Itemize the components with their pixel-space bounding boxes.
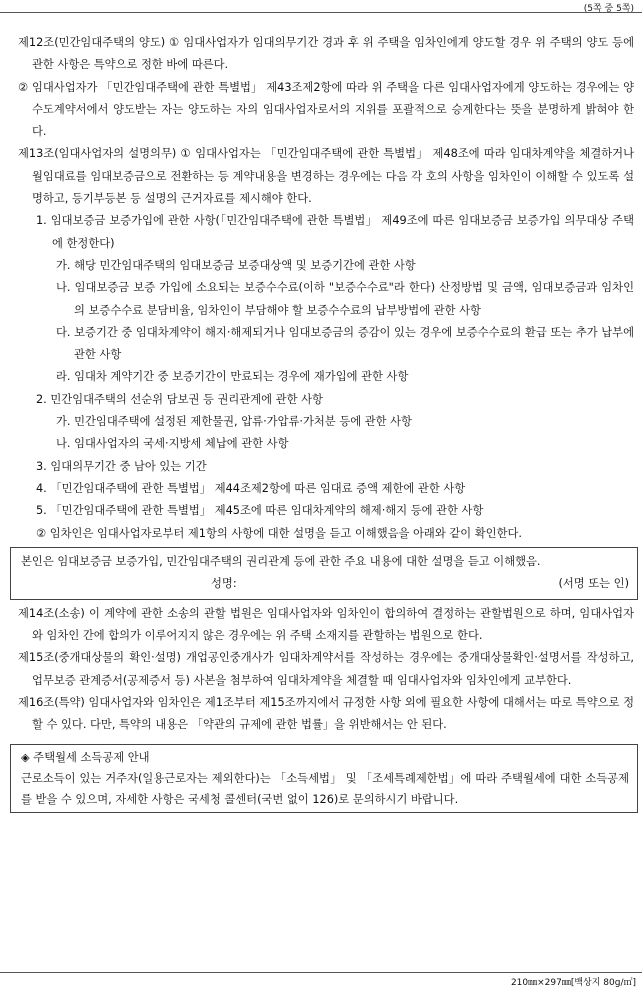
page-indicator: (5쪽 중 5쪽) (583, 4, 634, 14)
document-body (18, 32, 634, 813)
article-13-item-2: 2. 민간임대주택의 선순위 담보권 등 권리관계에 관한 사항 (36, 392, 323, 406)
article-13-paragraph-2: ② 임차인은 임대사업자로부터 제1항의 사항에 대한 설명을 듣고 이해했음을 아래와 같이 확인한다. (36, 526, 523, 540)
article-12-paragraph-2: ② 임대사업자가 「민간임대주택에 관한 특별법」 제43조제2항에 따라 위 주택을 다른 임대사업자에게 양도하는 경우에는 양수도계약서에서 양도받는 자는 양도하는 자의 임대사업자로서의 지위를 포괄적으로 승계한다는 뜻을 분명하게 밝혀야 한다. (18, 80, 634, 139)
paper-spec: 210㎜×297㎜[백상지 80g/㎡] (510, 978, 636, 988)
signature-note: (서명 또는 인) (558, 576, 629, 590)
bottom-divider (0, 972, 642, 973)
notice-text: 근로소득이 있는 거주자(일용근로자는 제외한다)는 「소득세법」 및 「조세특례제한법」에 따라 주택월세에 대한 소득공제를 받을 수 있으며, 자세한 사항은 국세청 콜센터(국번 없이 126)로 문의하시기 바랍니다. (21, 771, 629, 806)
article-13-item-2-na: 나. 임대사업자의 국세·지방세 체납에 관한 사항 (56, 437, 289, 451)
confirmation-box (10, 547, 638, 600)
article-14: 제14조(소송) 이 계약에 관한 소송의 관할 법원은 임대사업자와 임차인이 합의하여 결정하는 관할법원으로 하며, 임대사업자와 임차인 간에 합의가 이루어지지 않은 경우에는 위 주택 소재지를 관할하는 법원으로 한다. (18, 606, 634, 643)
article-13-item-2-ga: 가. 민간임대주택에 설정된 제한물권, 압류·가압류·가처분 등에 관한 사항 (56, 415, 412, 429)
notice-box (10, 744, 638, 813)
article-13-item-1-ra: 라. 임대차 계약기간 중 보증기간이 만료되는 경우에 재가입에 관한 사항 (56, 370, 409, 384)
article-13-item-1-da: 다. 보증기간 중 임대차계약이 해지·해제되거나 임대보증금의 증감이 있는 경우에 보증수수료의 환급 또는 추가 납부에 관한 사항 (56, 325, 634, 362)
signature-line (21, 573, 629, 595)
article-16: 제16조(특약) 임대사업자와 임차인은 제1조부터 제15조까지에서 규정한 사항 외에 필요한 사항에 대해서는 따로 특약으로 정할 수 있다. 다만, 특약의 내용은 「약관의 규제에 관한 법률」을 위반해서는 안 된다. (18, 696, 634, 732)
article-15: 제15조(중개대상물의 확인·설명) 개업공인중개사가 임대차계약서를 작성하는 경우에는 중개대상물확인·설명서를 작성하고, 업무보증 관계증서(공제증서 등) 사본을 첨부하여 임대차계약을 체결할 때 임대사업자와 임차인에게 교부한다. (18, 651, 634, 687)
article-13-item-1: 1. 임대보증금 보증가입에 관한 사항(「민간임대주택에 관한 특별법」 제49조에 따른 임대보증금 보증가입 의무대상 주택에 한정한다) (36, 214, 634, 250)
confirmation-text: 본인은 임대보증금 보증가입, 민간임대주택의 권리관계 등에 관한 주요 내용에 대한 설명을 듣고 이해했음. (21, 554, 541, 568)
notice-title: ◈ 주택월세 소득공제 안내 (21, 750, 150, 764)
article-13-item-4: 4. 「민간임대주택에 관한 특별법」 제44조제2항에 따른 임대료 증액 제한에 관한 사항 (36, 481, 466, 495)
signature-name-label: 성명: (211, 576, 237, 590)
article-13-intro: 제13조(임대사업자의 설명의무) ① 임대사업자는 「민간임대주택에 관한 특별법」 제48조에 따라 임대차계약을 체결하거나 월임대료를 임대보증금으로 전환하는 등 계약내용을 변경하는 경우에는 다음 각 호의 사항을 임차인이 이해할 수 있도록 설명하고, 등기부등본 등 설명의 근거자료를 제시해야 한다. (18, 147, 634, 206)
article-13-item-3: 3. 임대의무기간 중 남아 있는 기간 (36, 459, 207, 473)
article-13-item-1-ga: 가. 해당 민간임대주택의 임대보증금 보증대상액 및 보증기간에 관한 사항 (56, 258, 416, 272)
top-divider (0, 12, 642, 13)
article-13-item-5: 5. 「민간임대주택에 관한 특별법」 제45조에 따른 임대차계약의 해제·해지 등에 관한 사항 (36, 504, 484, 518)
article-12-paragraph-1: 제12조(민간임대주택의 양도) ① 임대사업자가 임대의무기간 경과 후 위 주택을 임차인에게 양도할 경우 위 주택의 양도 등에 관한 사항은 특약으로 정한 바에 따른다. (18, 36, 634, 72)
article-13-item-1-na: 나. 임대보증금 보증 가입에 소요되는 보증수수료(이하 "보증수수료"라 한다) 산정방법 및 금액, 임대보증금과 임차인의 보증수수료 분담비율, 임차인이 부담해야 할 보증수수료의 납부방법에 관한 사항 (56, 281, 634, 317)
